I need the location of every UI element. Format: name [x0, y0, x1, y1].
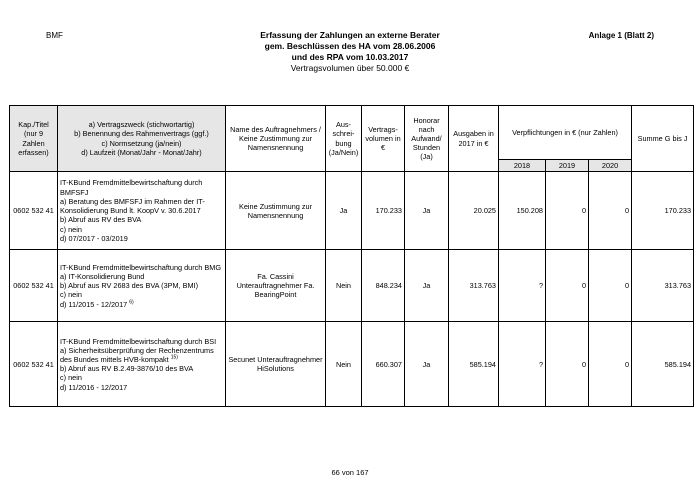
cell-contractor: Keine Zustimmung zur Namensnennung	[226, 172, 326, 250]
cell-purpose	[58, 172, 226, 250]
cell-spend-2017: 313.763	[449, 250, 499, 322]
purpose-line: c) nein	[60, 290, 82, 300]
cell-purpose	[58, 322, 226, 407]
cell-volume: 170.233	[362, 172, 405, 250]
cell-tender: Nein	[326, 250, 362, 322]
cell-volume: 660.307	[362, 322, 405, 407]
cell-2018: 150.208	[499, 172, 546, 250]
cell-sum: 313.763	[632, 250, 694, 322]
cell-2018: ?	[499, 322, 546, 407]
footnote-ref: 15)	[170, 354, 178, 361]
col-sum: Summe G bis J	[632, 106, 694, 172]
title-line: gem. Beschlüssen des HA vom 28.06.2006	[264, 41, 436, 51]
cell-2018: ?	[499, 250, 546, 322]
cell-sum: 170.233	[632, 172, 694, 250]
col-tender: Aus-schrei-bung (Ja/Nein)	[326, 106, 362, 172]
footnote-ref: 6)	[129, 299, 134, 306]
purpose-line: IT-KBund Fremdmittelbewirtschaftung durch BMG	[60, 262, 221, 272]
col-obligations: Verpflichtungen in € (nur Zahlen)	[499, 106, 632, 160]
cell-spend-2017: 20.025	[449, 172, 499, 250]
cell-2020: 0	[589, 172, 632, 250]
cell-contractor: Secunet Unterauftragnehmer HiSolutions	[226, 322, 326, 407]
purpose-term: d) 11/2015 - 12/2017	[60, 299, 128, 309]
purpose-line: b) Abruf aus RV B.2.49-3876/10 des BVA	[60, 364, 194, 374]
purpose-line: IT-KBund Fremdmittelbewirtschaftung durch BMFSFJ	[60, 178, 203, 197]
purpose-line: d) 11/2016 - 12/2017	[60, 382, 128, 392]
payments-table	[9, 105, 694, 407]
page-number: 66 von 167	[331, 468, 369, 477]
table-row	[10, 172, 694, 250]
document-title	[0, 30, 700, 74]
purpose-line	[60, 346, 223, 364]
cell-2019: 0	[546, 250, 589, 322]
cell-sum: 585.194	[632, 322, 694, 407]
cell-contractor: Fa. Cassini Unterauftragnehmer Fa. BearingPoint	[226, 250, 326, 322]
col-purpose-line: d) Laufzeit (Monat/Jahr - Monat/Jahr)	[81, 147, 202, 157]
col-fee: Honorar nach Aufwand/ Stunden (Ja)	[405, 106, 449, 172]
purpose-goal: a) Sicherheitsüberprüfung der Rechenzentrums des Bundes mittels HVB-kompakt	[60, 345, 214, 364]
purpose-line: IT-KBund Fremdmittelbewirtschaftung durch BSI	[60, 336, 217, 346]
col-year-2020: 2020	[589, 160, 632, 172]
cell-2020: 0	[589, 250, 632, 322]
col-year-2018: 2018	[499, 160, 546, 172]
cell-tender: Ja	[326, 172, 362, 250]
cell-2020: 0	[589, 322, 632, 407]
cell-kap: 0602 532 41	[10, 172, 58, 250]
purpose-line: d) 07/2017 - 03/2019	[60, 233, 128, 243]
cell-fee: Ja	[405, 172, 449, 250]
cell-volume: 848.234	[362, 250, 405, 322]
purpose-line: a) Beratung des BMFSFJ im Rahmen der IT-Konsolidierung Bund lt. KoopV v. 30.6.2017	[60, 196, 205, 216]
cell-kap: 0602 532 41	[10, 322, 58, 407]
col-purpose	[58, 106, 226, 172]
col-spend-2017: Ausgaben in 2017 in €	[449, 106, 499, 172]
ministry-label: BMF	[46, 31, 63, 40]
cell-fee: Ja	[405, 250, 449, 322]
cell-spend-2017: 585.194	[449, 322, 499, 407]
col-year-2019: 2019	[546, 160, 589, 172]
col-volume: Vertrags-volumen in €	[362, 106, 405, 172]
cell-2019: 0	[546, 322, 589, 407]
purpose-line	[60, 300, 223, 309]
purpose-line: c) nein	[60, 224, 82, 234]
title-line: Erfassung der Zahlungen an externe Berater	[260, 30, 440, 40]
col-kap: Kap./Titel (nur 9 Zahlen erfassen)	[10, 106, 58, 172]
cell-kap: 0602 532 41	[10, 250, 58, 322]
cell-2019: 0	[546, 172, 589, 250]
purpose-line: b) Abruf aus RV 2683 des BVA (3PM, BMI)	[60, 281, 199, 291]
cell-purpose	[58, 250, 226, 322]
purpose-line: c) nein	[60, 373, 82, 383]
table-row	[10, 322, 694, 407]
col-purpose-line: c) Normsetzung (ja/nein)	[101, 138, 182, 148]
header-row	[10, 106, 694, 160]
title-line: und des RPA vom 10.03.2017	[291, 52, 409, 62]
cell-fee: Ja	[405, 322, 449, 407]
purpose-line: a) IT-Konsolidierung Bund	[60, 271, 145, 281]
attachment-label: Anlage 1 (Blatt 2)	[588, 31, 654, 40]
col-purpose-line: b) Benennung des Rahmenvertrags (ggf.)	[74, 129, 209, 139]
cell-tender: Nein	[326, 322, 362, 407]
table-row	[10, 250, 694, 322]
title-subtitle: Vertragsvolumen über 50.000 €	[290, 63, 410, 73]
col-purpose-line: a) Vertragszweck (stichwortartig)	[88, 120, 195, 130]
col-contractor: Name des Auftragnehmers / Keine Zustimmung zur Namensnennung	[226, 106, 326, 172]
purpose-line: b) Abruf aus RV des BVA	[60, 215, 142, 225]
